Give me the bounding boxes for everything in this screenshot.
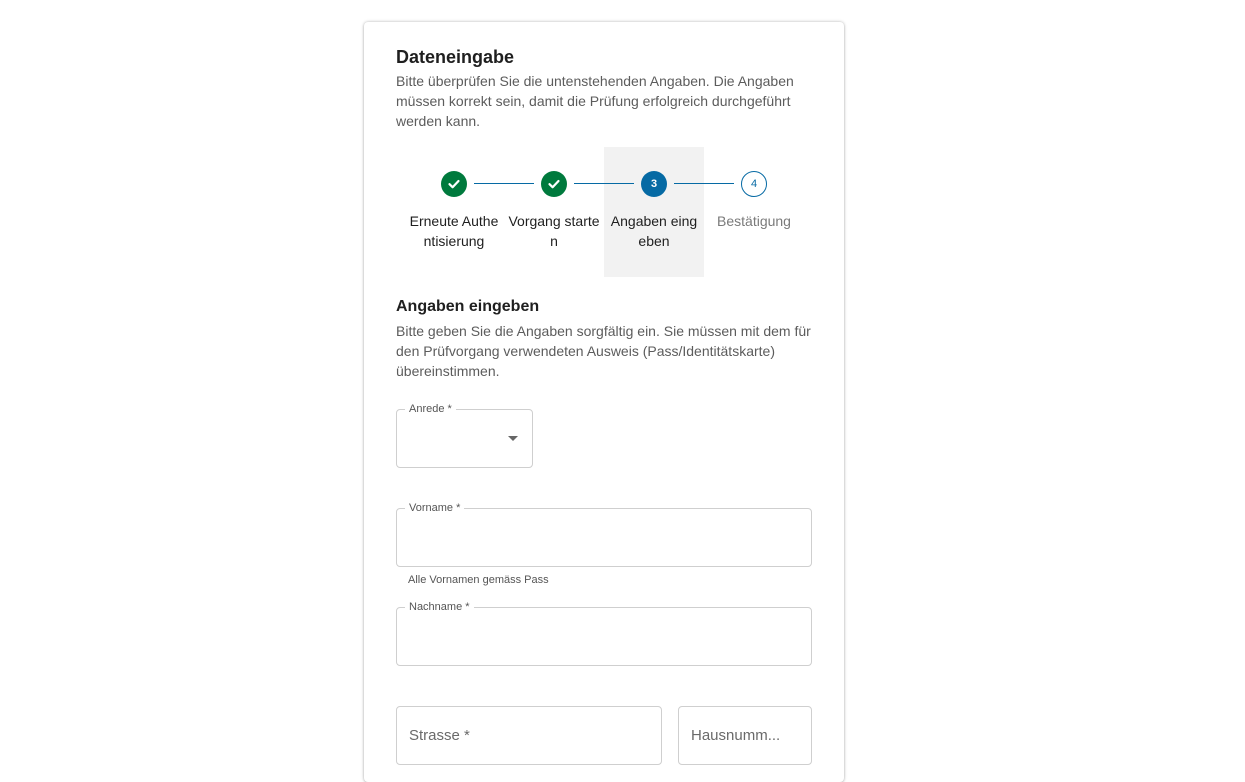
step-bestaetigung: [704, 147, 804, 277]
step-label: Erneute Authentisierung: [409, 213, 499, 249]
progress-stepper: [404, 147, 804, 277]
strasse-field[interactable]: [396, 706, 662, 765]
hausnummer-input[interactable]: [691, 721, 799, 749]
anrede-select[interactable]: [396, 403, 533, 468]
nachname-field[interactable]: [396, 601, 812, 666]
step-label: Vorgang starten: [508, 213, 600, 249]
nachname-label: Nachname *: [405, 600, 474, 614]
page-intro: Bitte überprüfen Sie die untenstehenden Angaben. Die Angaben müssen korrekt sein, damit die Prüfung erfolgreich durchgeführt werden kann.: [396, 73, 794, 129]
vorname-input[interactable]: [409, 523, 799, 551]
step-erneute-authentisierung: [404, 147, 504, 277]
vorname-label: Vorname *: [405, 501, 464, 515]
section-intro: Bitte geben Sie die Angaben sorgfältig ein. Sie müssen mit dem für den Prüfvorgang verwendeten Ausweis (Pass/Identitätskarte) übereinstimmen.: [396, 323, 811, 379]
hausnummer-field[interactable]: [678, 706, 812, 765]
step-number-badge: 4: [741, 171, 767, 197]
step-angaben-eingeben: [604, 147, 704, 277]
step-number-badge: 3: [641, 171, 667, 197]
vorname-hint: Alle Vornamen gemäss Pass: [408, 574, 549, 586]
nachname-input[interactable]: [409, 622, 799, 650]
data-entry-card: [364, 22, 844, 782]
section-title: Angaben eingeben: [396, 298, 540, 315]
step-label: Angaben eingeben: [610, 213, 698, 249]
step-vorgang-starten: [504, 147, 604, 277]
step-label: Bestätigung: [717, 213, 791, 229]
page-title: Dateneingabe: [396, 47, 515, 67]
anrede-label: Anrede *: [405, 402, 456, 416]
strasse-input[interactable]: [409, 721, 649, 749]
check-icon: [441, 171, 467, 197]
check-icon: [541, 171, 567, 197]
dropdown-caret-icon: [508, 436, 518, 441]
vorname-field[interactable]: [396, 502, 812, 567]
